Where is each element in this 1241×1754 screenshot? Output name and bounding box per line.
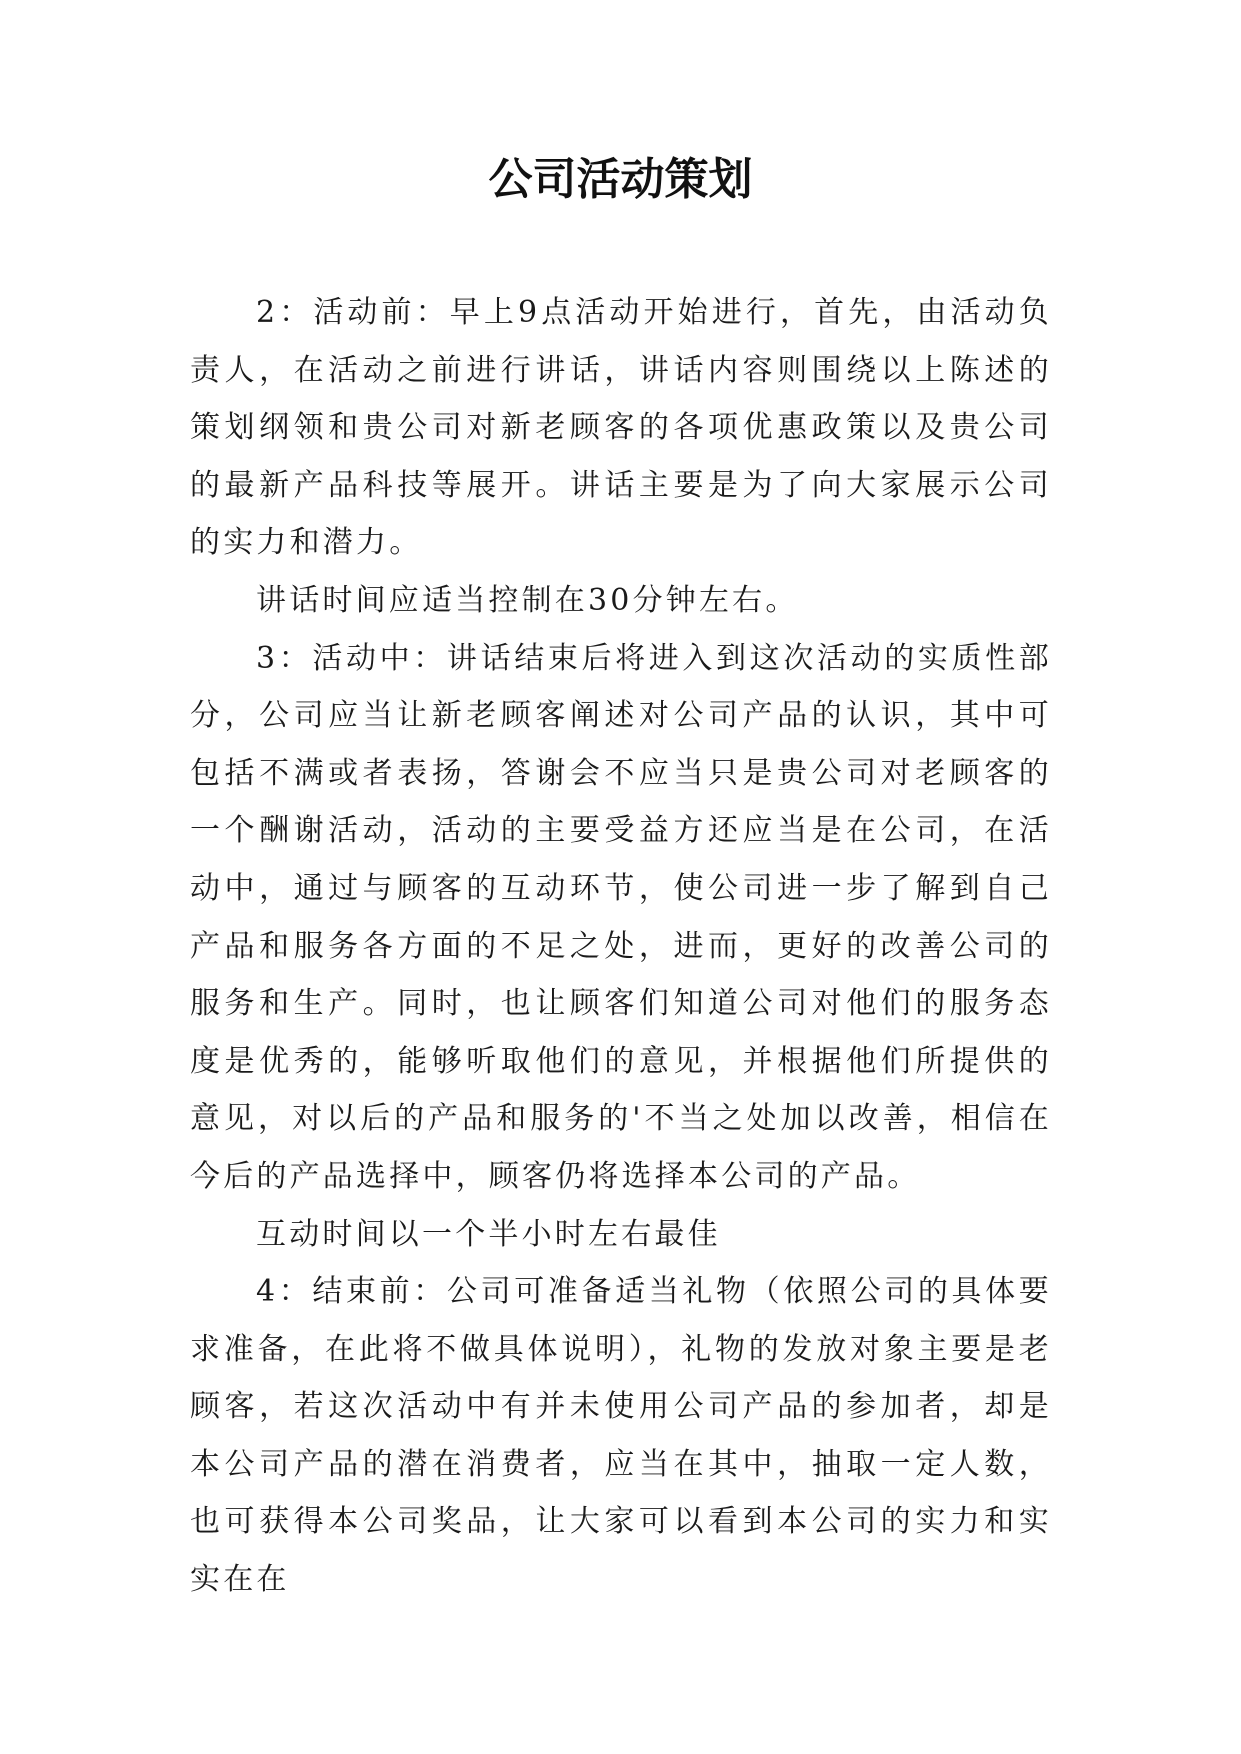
paragraph-before-event: 2：活动前：早上9点活动开始进行，首先，由活动负责人，在活动之前进行讲话，讲话内容则围绕以上陈述的策划纲领和贵公司对新老顾客的各项优惠政策以及贵公司的最新产品科技等展开。讲话主要是为了向大家展示公司的实力和潜力。 — [190, 295, 1052, 561]
paragraph-before-end: 4：结束前：公司可准备适当礼物（依照公司的具体要求准备，在此将不做具体说明），礼物的发放对象主要是老顾客，若这次活动中有并未使用公司产品的参加者，却是本公司产品的潜在消费者，应当在其中，抽取一定人数，也可获得本公司奖品，让大家可以看到本公司的实力和实实在在 — [190, 1274, 1052, 1598]
paragraph-during-event: 3：活动中：讲话结束后将进入到这次活动的实质性部分，公司应当让新老顾客阐述对公司产品的认识，其中可包括不满或者表扬，答谢会不应当只是贵公司对老顾客的一个酬谢活动，活动的主要受益方还应当是在公司，在活动中，通过与顾客的互动环节，使公司进一步了解到自己产品和服务各方面的不足之处，进而，更好的改善公司的服务和生产。同时，也让顾客们知道公司对他们的服务态度是优秀的，能够听取他们的意见，并根据他们所提供的意见，对以后的产品和服务的'不当之处加以改善，相信在今后的产品选择中，顾客仍将选择本公司的产品。 — [190, 640, 1052, 1194]
document-title: 公司活动策划 — [488, 154, 753, 205]
paragraph-speech-duration: 讲话时间应适当控制在30分钟左右。 — [256, 582, 799, 618]
document-body — [190, 284, 1052, 1609]
paragraph-interaction-duration: 互动时间以一个半小时左右最佳 — [256, 1216, 721, 1252]
